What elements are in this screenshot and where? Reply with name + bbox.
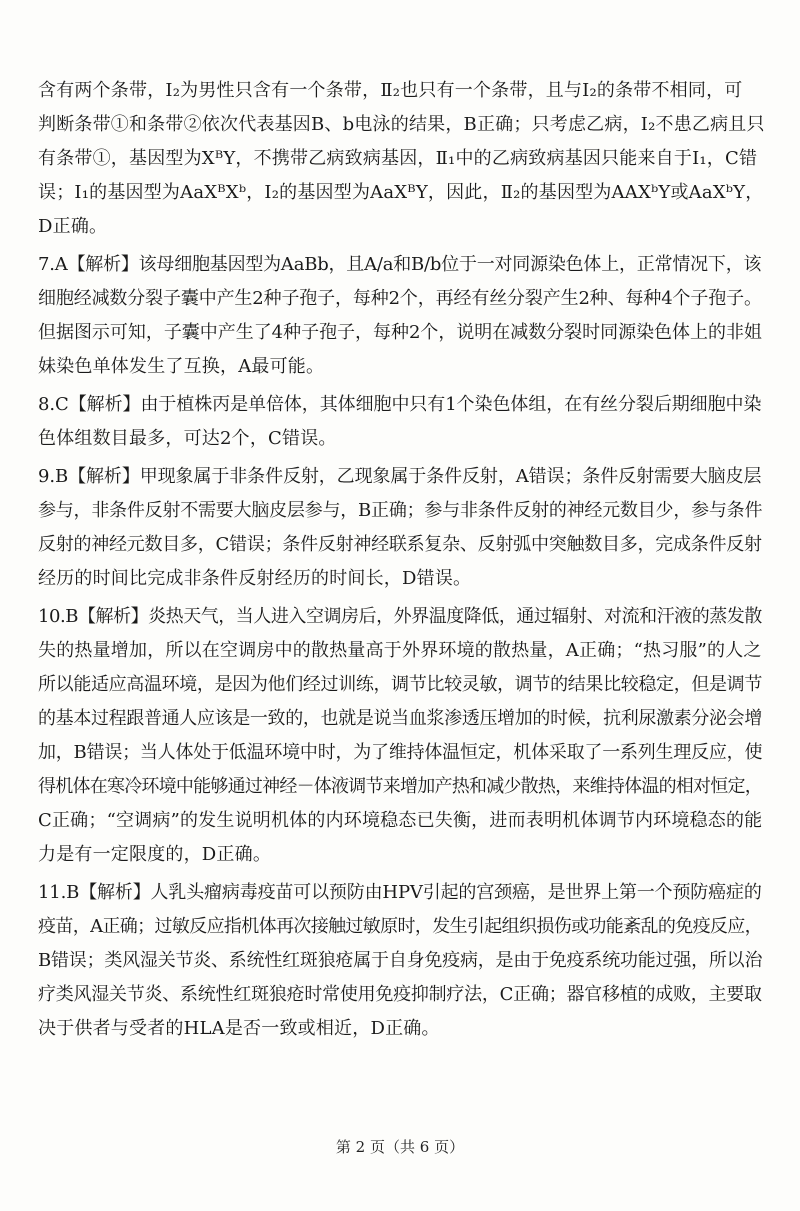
text-line: B错误；类风湿关节炎、系统性红斑狼疮属于自身免疫病，是由于免疫系统功能过强，所以治 [38,950,763,971]
text-line: 力是有一定限度的，D正确。 [38,844,272,865]
paragraph-q7 [38,248,770,384]
paragraph-q8 [38,388,770,456]
text-line: 所以能适应高温环境，是因为他们经过训练，调节比较灵敏，调节的结果比较稳定，但是调节 [38,674,762,695]
paragraph-q9 [38,460,770,596]
text-line: 色体组数目最多，可达2个，C错误。 [38,428,337,449]
text-line: 11.B【解析】人乳头瘤病毒疫苗可以预防由HPV引起的宫颈癌，是世界上第一个预防癌症的 [38,882,762,903]
text-line: 反射的神经元数目多，C错误；条件反射神经联系复杂、反射弧中突触数目多，完成条件反射 [38,534,762,555]
text-line: 但据图示可知，子囊中产生了4种子孢子，每种2个，说明在减数分裂时同源染色体上的非姐 [38,322,762,343]
text-line: C正确；“空调病”的发生说明机体的内环境稳态已失衡，进而表明机体调节内环境稳态的能 [38,810,763,831]
text-line: 参与，非条件反射不需要大脑皮层参与，B正确；参与非条件反射的神经元数目少，参与条件 [38,500,763,521]
text-line: D正确。 [38,216,108,237]
text-line: 疗类风湿关节炎、系统性红斑狼疮时常使用免疫抑制疗法，C正确；器官移植的成败，主要取 [38,984,762,1005]
text-line: 细胞经减数分裂子囊中产生2种子孢子，每种2个，再经有丝分裂产生2种、每种4个子孢子。 [38,288,762,309]
text-line: 妹染色单体发生了互换，A最可能。 [38,356,325,377]
text-line: 得机体在寒冷环境中能够通过神经－体液调节来增加产热和减少散热，来维持体温的相对恒定， [38,776,762,797]
page-footer [0,1136,800,1157]
text-line: 失的热量增加，所以在空调房中的散热量高于外界环境的散热量，A正确；“热习服”的人之 [38,640,762,661]
text-line: 误；Ⅰ₁的基因型为AaXᴮXᵇ，Ⅰ₂的基因型为AaXᴮY，因此，Ⅱ₂的基因型为AAXᵇY或AaXᵇY， [38,182,764,203]
text-line: 含有两个条带，Ⅰ₂为男性只含有一个条带，Ⅱ₂也只有一个条带，且与Ⅰ₂的条带不相同，可 [38,80,743,101]
answer-explanations [38,74,770,1050]
text-line: 9.B【解析】甲现象属于非条件反射，乙现象属于条件反射，A错误；条件反射需要大脑皮层 [38,466,762,487]
text-line: 判断条带①和条带②依次代表基因B、b电泳的结果，B正确；只考虑乙病，Ⅰ₂不患乙病且只 [38,114,765,135]
paragraph-q6-continued [38,74,770,244]
text-line: 疫苗，A正确；过敏反应指机体再次接触过敏原时，发生引起组织损伤或功能紊乱的免疫反应， [38,916,762,937]
text-line: 加，B错误；当人体处于低温环境中时，为了维持体温恒定，机体采取了一系列生理反应，使 [38,742,763,763]
paragraph-q11 [38,876,770,1046]
text-line: 7.A【解析】该母细胞基因型为AaBb，且A/a和B/b位于一对同源染色体上，正常情况下，该 [38,254,762,275]
text-line: 的基本过程跟普通人应该是一致的，也就是说当血浆渗透压增加的时候，抗利尿激素分泌会增 [38,708,762,729]
text-line: 8.C【解析】由于植株丙是单倍体，其体细胞中只有1个染色体组，在有丝分裂后期细胞中染 [38,394,762,415]
text-line: 10.B【解析】炎热天气，当人进入空调房后，外界温度降低，通过辐射、对流和汗液的蒸发散 [38,606,762,627]
paragraph-q10 [38,600,770,872]
page-number: 第 2 页（共 6 页） [335,1138,465,1156]
text-line: 有条带①，基因型为XᴮY，不携带乙病致病基因，Ⅱ₁中的乙病致病基因只能来自于Ⅰ₁，C错 [38,148,758,169]
text-line: 经历的时间比完成非条件反射经历的时间长，D错误。 [38,568,472,589]
text-line: 决于供者与受者的HLA是否一致或相近，D正确。 [38,1018,440,1039]
